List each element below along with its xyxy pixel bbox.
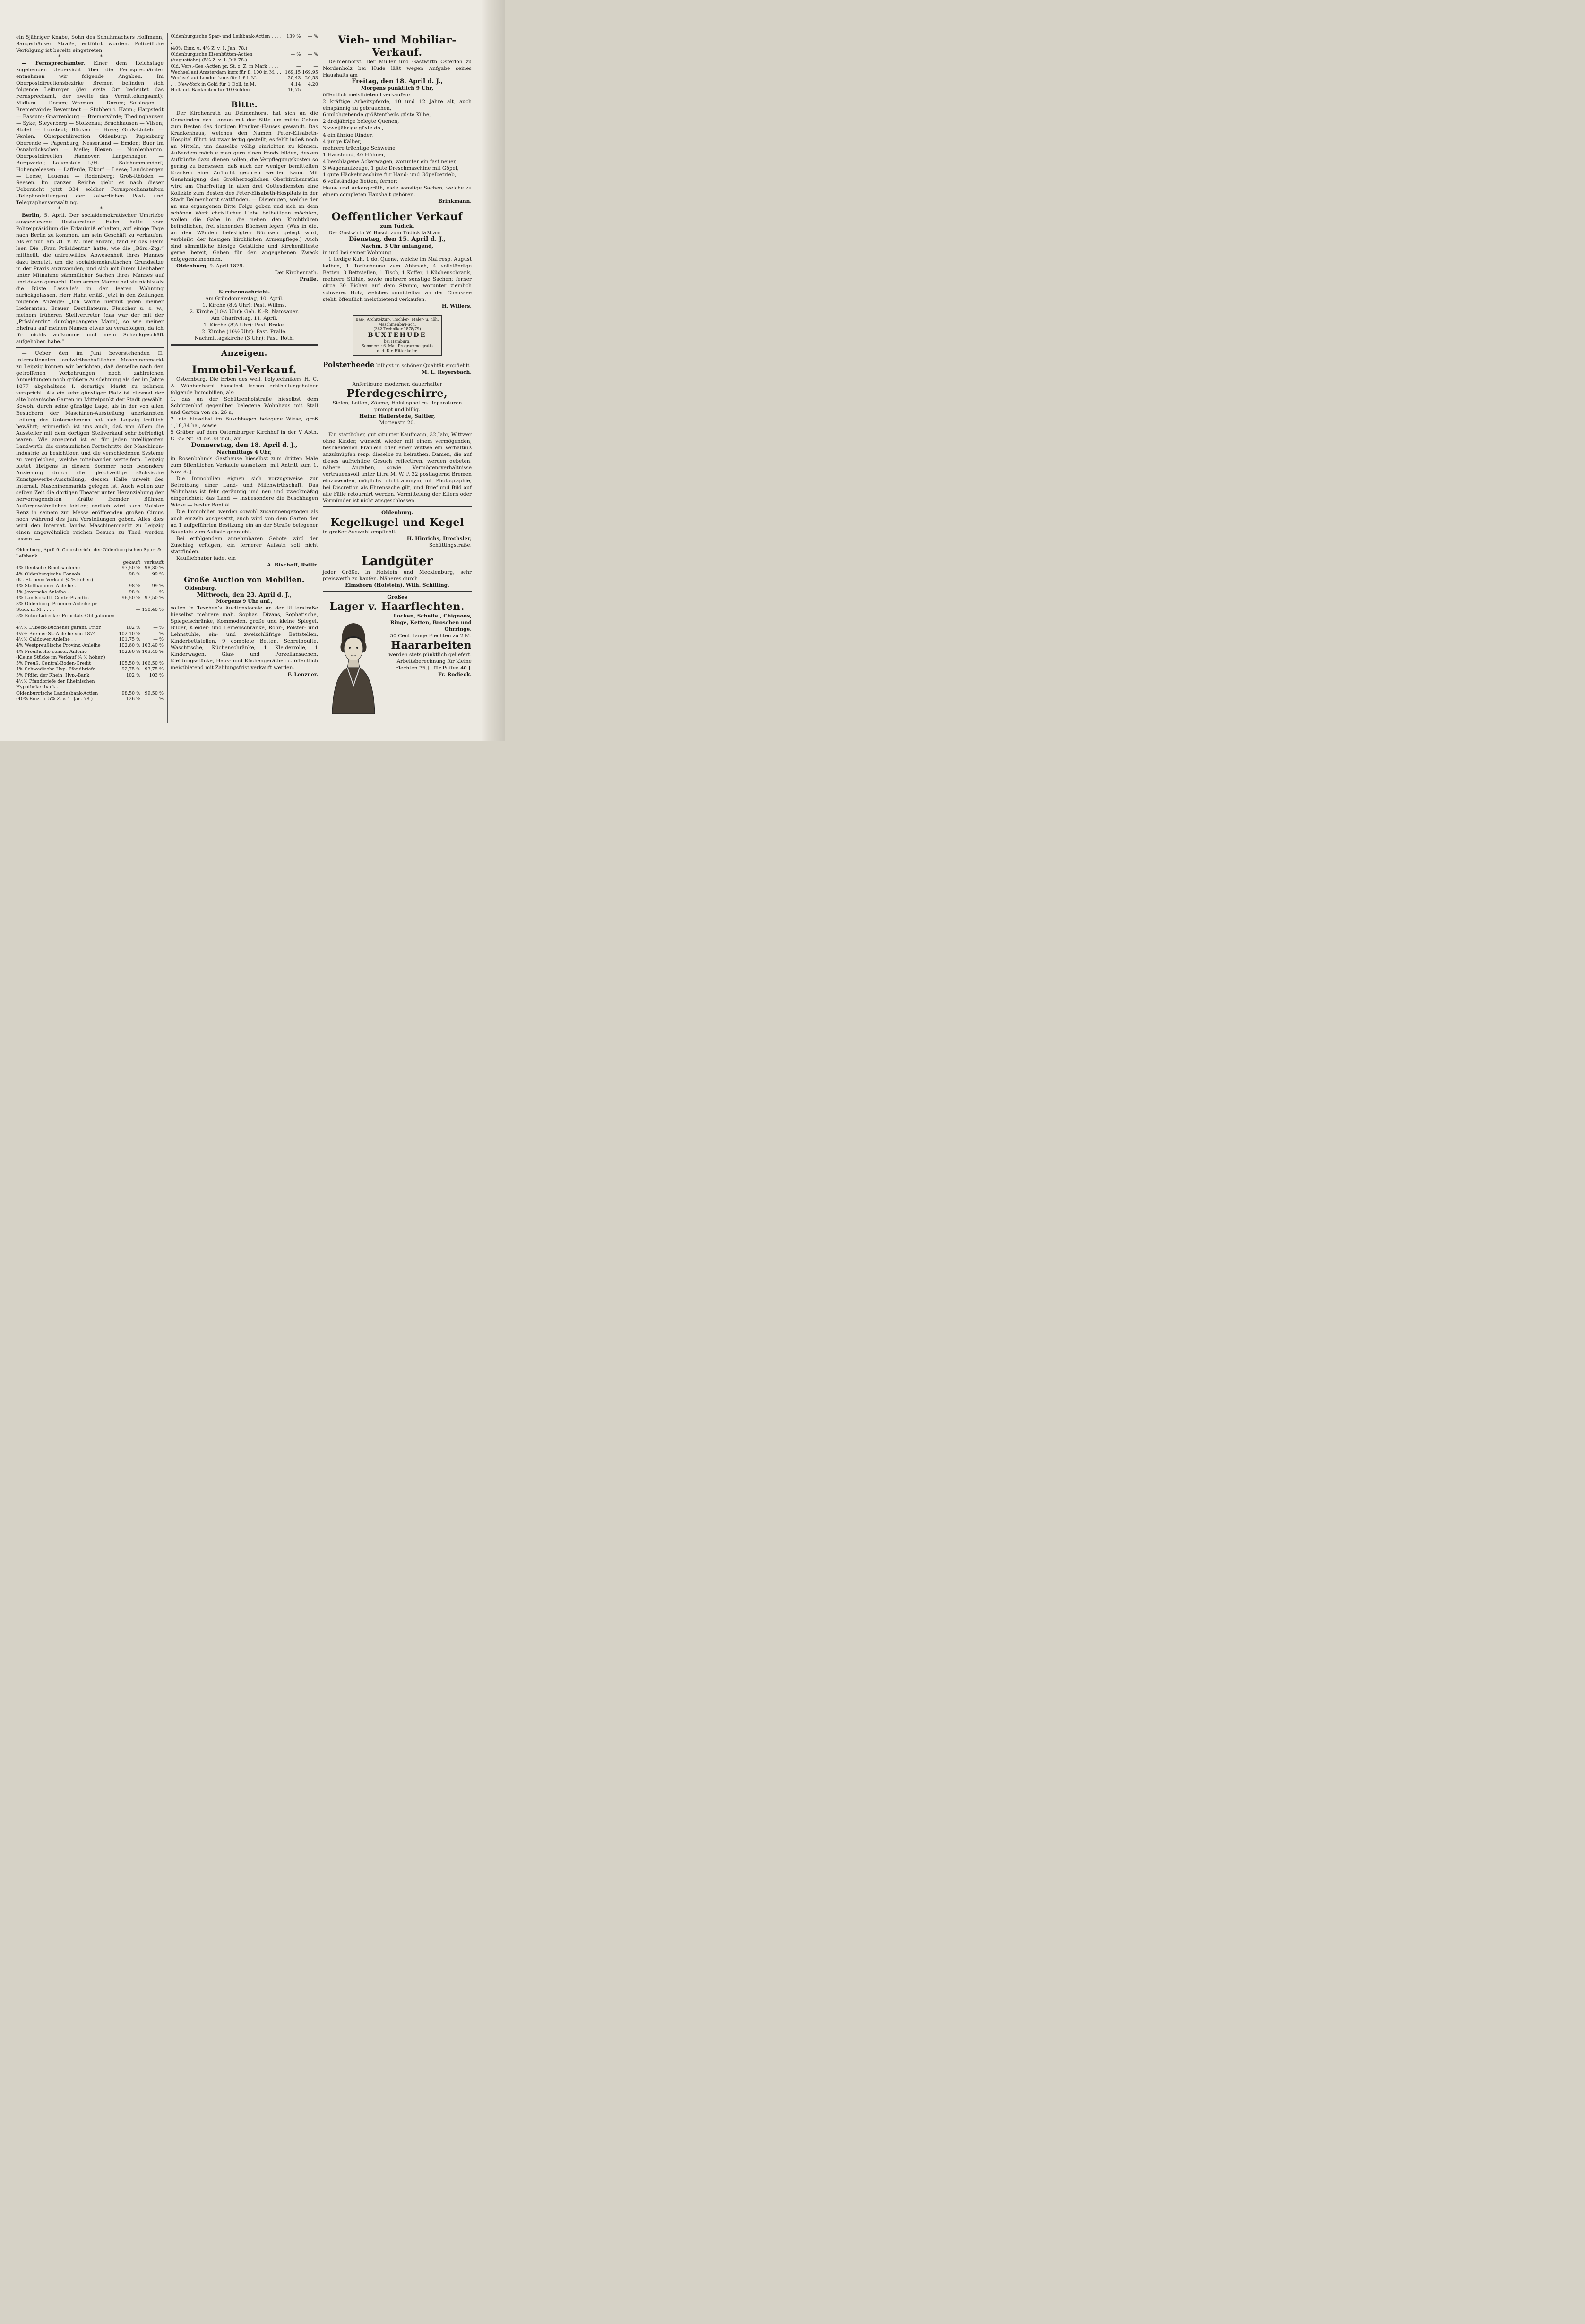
- security-price: [140, 679, 164, 691]
- security-price: 98 %: [129, 583, 141, 589]
- bitte-title: Bitte.: [231, 100, 258, 110]
- divider: [323, 506, 472, 507]
- security-name: 4½% Lübeck-Büchener garant. Prior.: [16, 625, 102, 631]
- security-price: [140, 655, 164, 661]
- list-item: 1 gute Häckelmaschine für Hand- und Göpelbetrieb,: [323, 172, 457, 178]
- security-price: 96,50 %: [121, 595, 141, 601]
- list-item: 6 vollständige Betten; ferner:: [323, 178, 398, 184]
- security-price: — %: [153, 696, 164, 702]
- list-item: 3 zweijährige güste do.,: [323, 125, 384, 131]
- security-price: 92,75 %: [121, 667, 141, 672]
- list-item: mehrere trächtige Schweine,: [323, 145, 397, 151]
- security-name: 4% Deutsche Reichsanleihe . .: [16, 566, 86, 571]
- security-price: 98,30 %: [145, 566, 164, 571]
- security-price: —: [296, 63, 301, 69]
- haar-text: Arbeitsberechnung für kleine Flechten 75 J., für Puffen 40 J.: [395, 659, 472, 671]
- list-item: 3 Wagenaufzeuge, 1 gute Dreschmaschine mit Göpel,: [323, 165, 459, 171]
- security-price: 97,50 %: [145, 595, 164, 601]
- security-price: 99 %: [152, 583, 164, 589]
- vieh-list: [323, 98, 472, 198]
- security-price: — %: [153, 637, 164, 643]
- security-price: 169,15: [284, 69, 301, 75]
- security-price: 103 %: [149, 672, 164, 678]
- security-price: 98,50 %: [121, 690, 141, 696]
- security-price: — %: [153, 625, 164, 631]
- immo-text: Bei erfolgendem annehmbaren Gebote wird der Zuschlag erfolgen, ein fernerer Aufsatz soll nicht stattfinden.: [171, 535, 318, 555]
- table-row: [16, 613, 164, 625]
- table-row: [16, 696, 164, 703]
- table-row: [171, 82, 318, 88]
- security-name: 4% Jeversche Anleihe . .: [16, 589, 72, 595]
- vieh-time: Morgens pünktlich 9 Uhr,: [361, 86, 434, 92]
- list-item: 1. Kirche (8½ Uhr): Past. Willms.: [202, 302, 286, 309]
- haar-text: 50 Cent. lange Flechten zu 2 M.: [390, 633, 472, 639]
- polster-ad: [323, 361, 472, 369]
- list-item: 6 milchgebende größtentheils güste Kühe,: [323, 112, 431, 118]
- oeff-title: Oeffentlicher Verkauf: [331, 211, 463, 223]
- security-price: 102,10 %: [119, 631, 141, 636]
- haar-text: werden stets pünktlich geliefert.: [388, 652, 472, 658]
- logo-text: bei Hamburg.: [384, 339, 411, 343]
- table-row: [171, 76, 318, 82]
- buxtehude-logo: [353, 315, 442, 356]
- auction-date: Mittwoch, den 23. April d. J.,: [197, 591, 292, 598]
- article-text: Einer dem Reichstage zugehenden Uebersicht über die Fernsprechämter entnehmen wir folgende Angaben. Im Oberpostdirectionsbezirke Bremen befinden sich folgende Leitungen (der erste Ort bedeutet das Fernsprechamt, der zweite das Vermittelungsamt): Midlum — Dorum; Wremen — Dorum; Selsingen — Bremervörde; Beverstedt — Stubben i. Hann.; Harpstedt — Bassum; Gnarrenburg — Bremervörde; Thedinghausen — Syke; Steyerberg — Stolzenau; Bruchhausen — Vilsen; Stotel — Loxstedt; Bücken — Hoya; Groß-Linteln — Verden. Oberpostdirection Oldenburg: Papenburg Oberende — Papenburg; Nesserland — Emden; Buer im Osnabrückschen — Melle; Blexen — Nordenhamm. Oberpostdirection Hannover: Langenhagen — Burgwedel; Lauenstein i./H. — Salzhemmendorf; Hohengeleesen — Lafferde; Eikorf — Leese; Landsbergen — Leese; Lauenau — Rodenberg; Groß-Rhüden — Seesen. Im ganzen Reiche giebt es nach dieser Uebersicht jetzt 334 solcher Fernsprechanstalten (Telephonleitungen) der kaiserlichen Post- und Telegraphenverwaltung.: [16, 60, 164, 206]
- immo-text: Die Immobilien eignen sich vorzugsweise zur Betreibung einer Land- und Milchwirthschaft. Das Wohnhaus ist fehr geräumig und neu und zweckmäßig eingerichtet; das Land — insbesondere die Buschhagen Wiese — bester Bonität.: [171, 476, 318, 508]
- table-row: [171, 52, 318, 64]
- bitte-dateline: [171, 263, 318, 269]
- kegel-place: Oldenburg.: [381, 510, 413, 516]
- divider: [171, 344, 318, 346]
- kegel-addr: Schüttingstraße.: [429, 542, 472, 548]
- security-price: 126 %: [126, 696, 141, 702]
- table-row: [171, 64, 318, 70]
- list-item: Am Gründonnerstag, 10. April.: [205, 296, 284, 302]
- land-title: Landgüter: [361, 554, 433, 568]
- security-price: 169,95: [302, 69, 318, 75]
- security-price: 97,50 %: [121, 566, 141, 571]
- list-item: 4 beschlagene Ackerwagen, worunter ein fast neuer,: [323, 158, 457, 164]
- table-row: [16, 649, 164, 655]
- divider: [323, 207, 472, 208]
- security-price: —: [313, 87, 318, 93]
- logo-text: d. d. Dir. Hittenkofer.: [377, 348, 418, 353]
- kirchen-list: [171, 295, 318, 342]
- logo-name: BUXTEHUDE: [368, 331, 427, 339]
- list-item: 4 junge Kälber,: [323, 138, 362, 145]
- security-price: [118, 679, 141, 691]
- pferd-title: Pferdegeschirre,: [346, 387, 448, 400]
- security-name: 4% Landschaftl. Centr.-Pfandbr.: [16, 595, 90, 601]
- table-row: [171, 46, 318, 52]
- list-item: Nachmittagskirche (3 Uhr): Past. Roth.: [194, 335, 294, 342]
- security-price: 4,14: [291, 81, 301, 87]
- security-name: 4% Westpreußische Provinz.-Anleihe: [16, 643, 101, 648]
- security-price: [284, 46, 301, 52]
- table-row: [16, 577, 164, 583]
- kurs-title: Oldenburg, April 9. Coursbericht der Oldenburgischen Spar- & Leihbank.: [16, 548, 162, 559]
- portrait-icon: [323, 615, 384, 714]
- security-name: Stück in M. . . . .: [16, 607, 54, 613]
- bitte-sign2: Pralle.: [300, 276, 318, 283]
- polster-title: Polsterheede: [323, 360, 375, 369]
- oeff-date: Dienstag, den 15. April d. J.,: [348, 236, 446, 243]
- security-price: 16,75: [287, 87, 301, 93]
- kurs-table: [16, 560, 164, 703]
- woman-portrait-illustration: [323, 615, 384, 714]
- column-header: verkauft: [144, 559, 164, 565]
- list-item: Am Charfreitag, 11. April.: [211, 316, 277, 322]
- security-name: 4% Schwedische Hyp.-Pfandbriefe: [16, 667, 95, 672]
- pferd-text: Sielen, Leiten, Zäume, Halskoppel rc. Reparaturen prompt und billig.: [332, 400, 462, 412]
- security-price: 102 %: [126, 672, 141, 678]
- list-item: 1 Haushund, 40 Hühner,: [323, 152, 385, 158]
- article-berlin: [16, 212, 164, 345]
- haar-title: Lager v. Haarflechten.: [329, 600, 465, 613]
- pferd-sign: Heinr. Hallerstede, Sattler,: [359, 413, 435, 419]
- logo-text: (362 Techniker 1878/79): [373, 326, 421, 331]
- security-price: 99,50 %: [145, 690, 164, 696]
- divider: [16, 347, 164, 348]
- oeff-text: Der Gastwirth W. Busch zum Tüdick läßt am: [328, 230, 441, 236]
- security-name: Wechsel auf Amsterdam kurz für fl. 100 in M. . .: [171, 69, 281, 75]
- table-row: [16, 637, 164, 643]
- table-row: [16, 679, 164, 691]
- haar-pre: Großes: [387, 594, 407, 600]
- table-row: [16, 583, 164, 590]
- security-price: 20,53: [305, 76, 318, 81]
- column-left: [16, 34, 164, 703]
- vieh-date: Freitag, den 18. April d. J.,: [352, 78, 443, 86]
- separator-stars: * *: [58, 54, 121, 60]
- security-price: 102,60 %: [119, 643, 141, 648]
- security-price: 105,50 %: [119, 660, 141, 666]
- security-name: (40% Einz. u. 5% Z. v. 1. Jan. 78.): [16, 696, 93, 702]
- security-name: Oldenburgische Eisenhütten-Actien (Augustfehn) (5% Z. v. 1. Juli 78.): [171, 51, 253, 63]
- column-right: [323, 34, 472, 714]
- oeff-sub: zum Tüdick.: [380, 223, 414, 230]
- security-price: 102 %: [126, 625, 141, 631]
- table-row: [171, 34, 318, 46]
- security-name: 4% Stollhammer Anleihe . .: [16, 583, 79, 589]
- table-row: [171, 87, 318, 94]
- auction-text: sollen in Teschen’s Auctionslocale an der Ritterstraße hieselbst mehrere mah. Sophas, Divans, Sophatische, Spiegelschränke, Kommoden, große und kleine Spiegel, Bilder, Kleider- und Leinenschränke, Rohr-, Polster- und Lehnstühle, ein- und zweischläfrige Bettstellen, Kinderbettstellen, 9 complete Betten, Schreibpulte, Waschtische, Küchenschränke, 1 Kleiderrolle, 1 Kinderwagen, Glas- und Porzellansachen, Kleidungsstücke, Haus- und Küchengeräthe rc. öffentlich meistbietend mit Zahlungsfrist verkauft werden.: [171, 605, 318, 671]
- kirchen-title: Kirchennachricht.: [218, 289, 270, 295]
- table-row: [16, 566, 164, 572]
- security-price: 20,43: [287, 76, 301, 81]
- auction-time: Morgens 9 Uhr anf.,: [216, 598, 273, 604]
- table-header-row: [16, 560, 164, 566]
- security-name: (40% Einz. u. 4% Z. v. 1. Jan. 78.): [171, 46, 248, 51]
- security-name: Holländ. Banknoten für 10 Gulden: [171, 87, 250, 93]
- security-name: 5% Eutin-Lübecker Prioritäts-Obligationen . .: [16, 613, 115, 625]
- immo-text: Die Immobilien werden sowohl zusammengezogen als auch einzeln ausgesetzt, auch wird von dem Garten der ad 1 aufgeführten Besitzung ein an der Straße belegener Bauplatz zum Aufsatz gebracht.: [171, 509, 318, 535]
- immo-sign: A. Bischoff, Rstllr.: [267, 562, 318, 568]
- divider: [171, 96, 318, 97]
- list-item: 1. Kirche (8½ Uhr): Past. Brake.: [203, 322, 285, 328]
- list-item: 4 einjährige Rinder,: [323, 132, 373, 138]
- table-row: [16, 655, 164, 661]
- pferd-pre: Anfertigung moderner, dauerhafter: [352, 381, 442, 387]
- security-price: — %: [308, 51, 318, 57]
- article-leipzig: — Ueber den im Juni bevorstehenden II. Internationalen landwirthschaftlichen Maschinenmarkt zu Leipzig können wir berichten, daß derselbe nach den getroffenen Vorkehrungen noch zahlreichen Anmeldungen noch größere Ausdehnung als der im Jahre 1877 abgehaltene I. derartige Markt zu nehmen verspricht. Als ein sehr günstiger Platz ist diesmal der alte botanische Garten im Mittelpunkt der Stadt gewählt. Sowohl durch seine günstige Lage, als in der von allen Besuchern der Maschinen-Ausstellung anerkannten Leitung des Unternehmens hat sich Leipzig trefflich bewährt; erinnerlich ist uns auch, daß von Allem die Aussteller mit dem dortigen Stellverkauf sehr befriedigt waren. Wie anregend ist es für jeden intelligenten Landwirth, die erstaunlichen Fortschritte der Maschinen-Industrie zu besichtigen und die verschiedenen Systeme zu vergleichen, welche miteinander wetteifern. Leipzig bietet übrigens in diesem Sommer noch besondere Anziehung durch die gleichzeitige sächsische Kunstgewerbe-Ausstellung, dessen Halle unweit des Internat. Maschinenmarkts gelegen ist. Auch wollen zur selben Zeit die dortigen Theater unter Heranziehung der hervorragendsten Kräfte fremder Bühnen Außergewöhnliches leisten; endlich wird auch Meister Renz in seinem zur Messe eröffnenden großen Circus noch während des Juni Vorstellungen geben. Alles dies wird den Internat. landw. Maschinenmarkt zu Leipzig einen ungewöhnlich reichen Besuch zu Theil werden lassen. —: [16, 351, 164, 542]
- security-name: 4% Preußische consol. Anleihe: [16, 649, 87, 654]
- table-row: [16, 572, 164, 578]
- vieh-title: Vieh- und Mobiliar-Verkauf.: [338, 34, 457, 59]
- haar-sign: Fr. Rodieck.: [438, 672, 472, 678]
- immo-title: Immobil-Verkauf.: [192, 363, 297, 376]
- security-name: 3% Oldenburg. Prämien-Anleihe pr: [16, 601, 97, 607]
- article-heading: — Fernsprechämter.: [22, 60, 85, 67]
- column-header: gekauft: [123, 559, 141, 565]
- list-item: 2. Kirche (10½ Uhr): Past. Pralle.: [202, 329, 287, 335]
- immo-intro: Osternburg. Die Erben des weil. Polytechnikers H. C. A. Wübbenhorst hieselbst lassen erbtheilungshalber folgende Immobilien, als:: [171, 376, 318, 395]
- security-name: (Kl. St. beim Verkauf ¼ % höher.): [16, 577, 93, 583]
- land-sign: Elmshorn (Holstein). Wilh. Schilling.: [345, 582, 449, 588]
- table-row: [16, 595, 164, 601]
- security-price: 106,50 %: [142, 660, 164, 666]
- article-fernsprech: [16, 60, 164, 206]
- security-name: 4½% Pfandbriefe der Rheinischen Hypothekenbank . .: [16, 678, 95, 690]
- oeff-text: in und bei seiner Wohnung: [323, 250, 391, 256]
- security-price: 4,20: [308, 81, 318, 87]
- security-price: —: [136, 607, 141, 613]
- logo-text: Bau-, Architektur-, Tischler-, Maler- u. höh. Maschinenbau-Sch.: [355, 317, 439, 326]
- article-heading: Berlin,: [22, 213, 41, 219]
- security-name: Oldenburgische Spar- und Leihbank-Actien . . . . .: [171, 34, 282, 45]
- table-row: [16, 625, 164, 631]
- security-price: — %: [153, 631, 164, 636]
- security-price: — %: [308, 34, 318, 39]
- security-price: 103,40 %: [142, 649, 164, 654]
- pferd-addr: Mottenstr. 20.: [379, 420, 415, 426]
- kurs-table-continued: [171, 34, 318, 94]
- table-row: [16, 673, 164, 679]
- divider: [171, 571, 318, 572]
- security-name: Old. Vers.-Ges.-Actien pr. St. o. Z. in Mark . . . .: [171, 63, 279, 69]
- vieh-text: öffentlich meistbietend verkaufen:: [323, 92, 410, 98]
- security-name: 4½% Bremer St.-Anleihe von 1874: [16, 631, 96, 636]
- list-item: Haus- und Ackergeräth, viele sonstige Sachen, welche zu einem completen Haushalt gehören.: [323, 185, 472, 197]
- vieh-sign: Brinkmann.: [438, 198, 472, 204]
- security-price: [301, 46, 318, 52]
- article-text: Der socialdemokratischer Umtriebe ausgewiesene Restaurateur Hahn hatte vom Polizeipräsidium die Erlaubniß erhalten, auf einige Tage nach Berlin zu kommen, um sein Geschäft zu verkaufen. Als er nun am 31. v. M. hier ankam, fand er das Heim leer. Die „Frau Präsidentin“ hatte, wie die „Börs.-Ztg.“ mittheilt, die unfreiwillige Abwesenheit ihres Mannes dazu benutzt, um die socialdemokratischen Grundsätze in der Praxis anzuwenden, und sich mit ihrem Liebhaber unter Mitnahme sämmtlicher Sachen ihres Mannes auf und davon gemacht. Dem armen Manne hat sie nichts als die Büste Lassalle’s in der leeren Wohnung zurückgelassen. Herr Hahn erläßt jetzt in den Zeitungen folgende Anzeige: „Ich warne hiermit jeden meiner Lieferanten, Brauer, Destillateure, Fleischer u. s. w., meinem früheren Stellvertreter (das war der mit der „Präsidentin“ durchgegangene Mann), so wie meiner Ehefrau auf meinen Namen etwas zu verabfolgen, da ich für nichts aufkomme und mein Schankgeschäft aufgehoben habe.“: [16, 213, 164, 345]
- bitte-text: Der Kirchenrath zu Delmenhorst hat sich an die Gemeinden des Landes mit der Bitte um milde Gaben zum Besten des dortigen Kranken-Hauses gewandt. Das Krankenhaus, welches den Namen Peter-Elisabeth-Hospital führt, ist zwar fertig gestellt; es fehlt indeß noch an Mitteln, um dasselbe völlig einrichten zu können. Außerdem möchte man gern einen Fonds bilden, dessen Aufkünfte dazu dienen sollen, die Verpflegungskosten so gering zu bemessen, daß auch der weniger bemittelten Kranken eine Zuflucht geboten werden kann. Mit Genehmigung des Großherzoglichen Oberkirchenraths wird am Charfreitag in allen drei Gottesdiensten eine Kollekte zum Besten des Peter-Elisabeth-Hospitals in der Stadt Delmenhorst stattfinden. — Diejenigen, welche der an uns ergangenen Bitte Folge geben und sich an dem schönen Werk christlicher Liebe betheiligen möchten, wollen die Gabe in die neben den Kirchthüren befindlichen, frei stehenden Büchsen legen. (Was in die, an den Wänden befestigten Büchsen gelegt wird, verbleibt der hiesigen kirchlichen Armenpflege.) Auch sind sämmtliche hiesige Geistliche und Kirchenälteste gerne bereit, Gaben für den angegebenen Zweck entgegenzunehmen.: [171, 110, 318, 262]
- security-name: 4% Oldenburgische Consols . .: [16, 571, 86, 577]
- security-price: [118, 601, 141, 608]
- immo-date: Donnerstag, den 18. April d. J.,: [191, 442, 298, 449]
- table-row: [16, 661, 164, 667]
- security-name: 4½% Caldower Anleihe . .: [16, 637, 76, 643]
- vieh-intro: Delmenhorst. Der Müller und Gastwirth Osterloh zu Nordenholz bei Hude läßt wegen Aufgabe seines Haushalts am: [323, 59, 472, 78]
- security-price: [118, 613, 141, 625]
- divider: [323, 591, 472, 592]
- kegel-sign: H. Hinrichs, Drechsler,: [406, 535, 472, 541]
- bitte-sign1: Der Kirchenrath.: [275, 270, 318, 276]
- auction-title: Große Auction von Mobilien.: [184, 575, 305, 584]
- polster-text: billigst in schöner Qualität empfiehlt: [376, 362, 470, 369]
- security-price: [140, 601, 164, 608]
- security-price: 93,75 %: [145, 667, 164, 672]
- security-name: „ „ New-York in Gold für 1 Doll. in M.: [171, 81, 256, 87]
- list-item: 2 dreijährige belegte Quenen,: [323, 119, 399, 125]
- immo-text: Kaufliebhaber ladet ein: [176, 555, 236, 561]
- divider: [171, 285, 318, 286]
- polster-sign: M. L. Reyersbach.: [421, 369, 472, 375]
- list-item: 2. die hieselbst im Buschhagen belegene Wiese, groß 1,18,34 ha., sowie: [171, 416, 318, 429]
- table-row: [16, 691, 164, 697]
- table-row: [16, 601, 164, 608]
- security-name: Oldenburgische Landesbank-Actien: [16, 690, 98, 696]
- security-price: 98 %: [129, 589, 141, 595]
- list-item: 2 kräftige Arbeitspferde, 10 und 12 Jahre alt, auch einspännig zu gebrauchen,: [323, 99, 472, 111]
- security-price: [140, 613, 164, 625]
- immo-text: in Rosenbohm’s Gasthause hieselbst zum dritten Male zum öffentlichen Verkaufe aussetzen, mit Antritt zum 1. Nov. d. J.: [171, 456, 318, 475]
- article-intro: ein 5jähriger Knabe, Sohn des Schuhmachers Hoffmann, Sangerhäuser Straße, entführt worden. Polizeiliche Verfolgung ist bereits eingetreten.: [16, 34, 164, 54]
- haar-title2: Haararbeiten: [391, 639, 472, 652]
- security-name: Wechsel auf London kurz für 1 £ i. M.: [171, 76, 258, 81]
- table-row: [16, 607, 164, 613]
- kegel-text: in großer Auswahl empfiehlt: [323, 529, 396, 535]
- security-name: (Kleine Stücke im Verkauf ¼ % höher.): [16, 655, 105, 660]
- table-row: [16, 667, 164, 673]
- page-edge-shadow: [482, 0, 505, 741]
- security-price: 98 %: [129, 571, 141, 577]
- security-price: [118, 655, 141, 661]
- immo-list: [171, 396, 318, 442]
- table-row: [16, 631, 164, 637]
- security-price: 150,40 %: [142, 607, 164, 613]
- land-text: jeder Größe, in Holstein und Mecklenburg, sehr preiswerth zu kaufen. Näheres durch: [323, 569, 472, 582]
- security-name: 5% Preuß. Central-Boden-Credit: [16, 660, 91, 666]
- auction-place: Oldenburg.: [185, 585, 216, 591]
- column-rule: [167, 33, 168, 723]
- security-price: — %: [153, 589, 164, 595]
- list-item: 5 Gräber auf dem Osternburger Kirchhof in der V Abth. C. ⁵⁄₁₀ Nr. 34 bis 38 incl., am: [171, 429, 318, 442]
- oeff-text: 1 tiedige Kuh, 1 do. Quene, welche im Mai resp. August kalben, 1 Torfscheune zum Abbruch, 4 vollständige Betten, 3 Bettstellen, 1 Tisch, 1 Koffer, 1 Küchenschrank, mehrere Stühle, sowie mehrere sonstige Sachen; ferner circa 30 Eichen auf dem Stamm, worunter ziemlich schweres Holz, welches unmittelbar an der Chaussee steht, öffentlich meistbietend verkaufen.: [323, 257, 472, 302]
- newspaper-page: [0, 0, 505, 741]
- bitte-place: Oldenburg,: [176, 263, 208, 269]
- oeff-sign: H. Willers.: [441, 303, 472, 309]
- security-price: 103,40 %: [142, 643, 164, 648]
- security-price: 139 %: [286, 34, 301, 39]
- haar-list: Locken, Scheitel, Chignons, Ringe, Ketten, Broschen und Ohrringe.: [390, 613, 472, 632]
- security-price: 99 %: [152, 571, 164, 577]
- security-price: [118, 577, 141, 583]
- security-price: 101,75 %: [119, 637, 141, 643]
- bitte-date: 9. April 1879.: [209, 263, 244, 269]
- heirat-text: Ein stattlicher, gut situirter Kaufmann, 32 Jahr, Wittwer ohne Kinder, wünscht wieder mit einem vermögenden, bescheidenen Fräulein oder einer Wittwe ein Verhältniß anzuknüpfen resp. dieselbe zu heirathen. Damen, die auf dieses aufrichtige Gesuch reflectiren, werden gebeten, nähere Angaben, sowie Vermögensverhältnisse vertrauensvoll unter Litra M. W. P. 32 postlagernd Bremen einzusenden, möglichst nicht anonym, mit Photographie, bei Discretion als Ehrensache gilt, und Brief und Bild auf alle Fälle retournirt werden. Vermittelung der Eltern oder Vormünder ist nicht ausgeschlossen.: [323, 431, 472, 504]
- security-name: 5% Pfdbr. der Rhein. Hyp.-Bank: [16, 672, 90, 678]
- column-middle: [171, 34, 318, 678]
- immo-time: Nachmittags 4 Uhr,: [216, 449, 272, 455]
- table-row: [16, 590, 164, 596]
- separator-stars: * *: [58, 206, 121, 212]
- kegel-title: Kegelkugel und Kegel: [330, 516, 464, 529]
- security-price: — %: [290, 51, 301, 57]
- oeff-time: Nachm. 3 Uhr anfangend,: [361, 243, 434, 249]
- logo-text: Sommers.: 6. Mai. Programme gratis: [362, 343, 433, 348]
- table-row: [171, 70, 318, 76]
- table-row: [16, 643, 164, 649]
- auction-sign: F. Lenzner.: [287, 671, 318, 677]
- anzeigen-title: Anzeigen.: [221, 348, 267, 358]
- security-price: 102,60 %: [119, 649, 141, 654]
- article-date: 5. April.: [44, 213, 66, 219]
- list-item: 2. Kirche (10½ Uhr): Geh. K.-R. Namsauer.: [190, 309, 299, 315]
- security-price: —: [313, 63, 318, 69]
- security-price: [140, 577, 164, 583]
- list-item: 1. das an der Schützenhofstraße hieselbst dem Schützenhof gegenüber belegene Wohnhaus mit Stall und Garten von ca. 26 a,: [171, 396, 318, 415]
